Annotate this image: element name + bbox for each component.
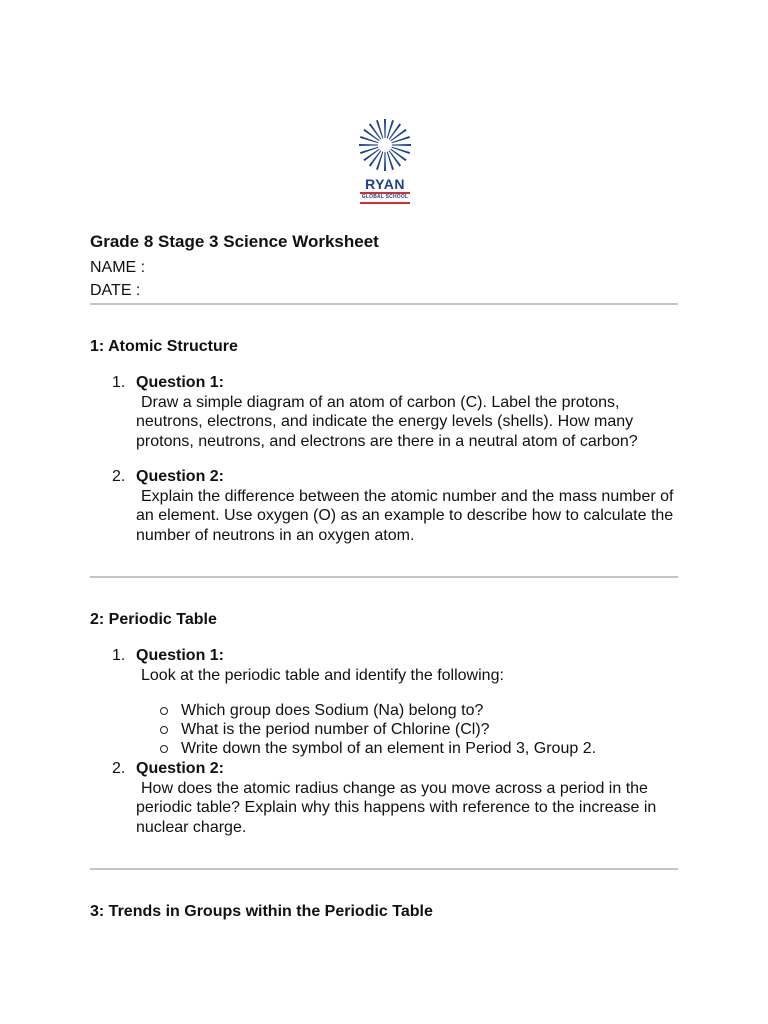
question-number: 2.	[112, 468, 126, 485]
logo-ray	[376, 151, 383, 170]
question-label: Question 2:	[136, 760, 225, 777]
question-text: Draw a simple diagram of an atom of carbon (C). Label the protons, neutrons, electrons, and indicate the energy levels (shells). How many protons, neutrons, and electrons are there in a neutral atom of carbon?	[136, 393, 638, 450]
logo-ray	[387, 151, 394, 170]
logo-ray	[360, 136, 379, 143]
question-number: 1.	[112, 647, 126, 664]
sub-question-item	[90, 720, 678, 739]
section-title: 3: Trends in Groups within the Periodic Table	[90, 903, 433, 920]
logo-ray	[391, 136, 410, 143]
sunburst-logo-icon	[358, 118, 412, 172]
logo-subtitle: GLOBAL SCHOOL	[361, 194, 409, 200]
sub-question-list	[90, 701, 678, 759]
question-text: Look at the periodic table and identify the following:	[141, 666, 504, 684]
question-item	[90, 646, 678, 685]
name-field-label: NAME :	[90, 259, 146, 276]
sub-question-item	[90, 739, 678, 758]
question-label: Question 1:	[136, 374, 225, 391]
circle-bullet-icon	[160, 707, 168, 715]
school-logo	[358, 118, 412, 210]
logo-ray	[392, 144, 411, 146]
logo-ray	[360, 147, 379, 154]
question-number: 2.	[112, 760, 126, 777]
circle-bullet-icon	[160, 726, 168, 734]
section-title: 2: Periodic Table	[90, 611, 217, 628]
sub-question-text: Write down the symbol of an element in Period 3, Group 2.	[181, 740, 597, 758]
logo-ray	[376, 120, 383, 139]
worksheet-title: Grade 8 Stage 3 Science Worksheet	[90, 232, 379, 251]
logo-ray	[384, 152, 386, 171]
sub-question-text: Which group does Sodium (Na) belong to?	[181, 702, 484, 719]
question-text: How does the atomic radius change as you move across a period in the periodic table? Explain why this happens with reference to the increase in nuclear charge.	[136, 779, 657, 836]
question-text: Explain the difference between the atomic number and the mass number of an element. Use oxygen (O) as an example to describe how to calculate the number of neutrons in an oxygen atom.	[136, 487, 674, 544]
question-label: Question 1:	[136, 647, 225, 664]
divider	[90, 868, 678, 870]
question-item	[90, 373, 678, 451]
sub-question-item	[90, 701, 678, 720]
question-label: Question 2:	[136, 468, 225, 485]
circle-bullet-icon	[160, 745, 168, 753]
logo-ray	[391, 147, 410, 154]
question-item	[90, 759, 678, 837]
question-item	[90, 467, 678, 545]
divider	[90, 303, 678, 305]
sub-question-text: What is the period number of Chlorine (Cl)?	[181, 721, 490, 739]
section-title: 1: Atomic Structure	[90, 338, 238, 355]
logo-divider	[360, 202, 410, 204]
logo-ray	[387, 120, 394, 139]
logo-ray	[359, 144, 378, 146]
question-number: 1.	[112, 374, 126, 391]
divider	[90, 576, 678, 578]
date-field-label: DATE :	[90, 282, 141, 299]
logo-ray	[384, 119, 386, 138]
logo-name: RYAN	[365, 176, 405, 192]
